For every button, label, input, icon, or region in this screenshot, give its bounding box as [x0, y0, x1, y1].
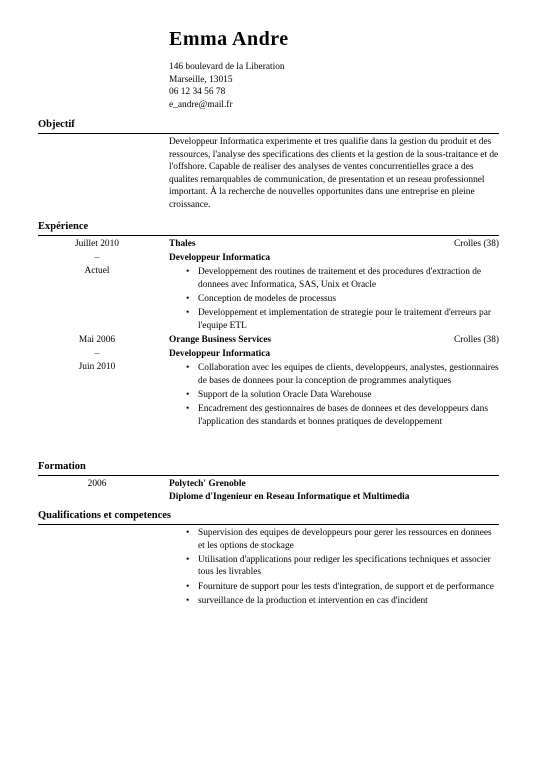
- job-end-date: Actuel: [84, 266, 110, 276]
- city-line: Marseille, 13015: [169, 74, 233, 85]
- date-separator: –: [94, 253, 100, 263]
- job-bullet-list: [169, 266, 499, 334]
- job-end-date: Juin 2010: [78, 362, 116, 372]
- section-title-education: Formation: [38, 461, 86, 472]
- education-year: 2006: [87, 479, 107, 489]
- section-title-skills: Qualifications et competences: [38, 510, 171, 521]
- job-role: Developpeur Informatica: [169, 253, 271, 263]
- section-title-objective: Objectif: [38, 119, 75, 130]
- job-role: Developpeur Informatica: [169, 349, 271, 359]
- section-divider: [38, 235, 499, 236]
- job-location: Crolles (38): [453, 239, 499, 249]
- bullet-icon: •: [186, 581, 190, 592]
- list-item: • Fourniture de support pour les tests d'integration, de support et de performance: [186, 581, 494, 592]
- section-divider: [38, 475, 499, 476]
- list-item: • Support de la solution Oracle Data Warehouse: [186, 389, 372, 400]
- address-line: 146 boulevard de la Liberation: [169, 62, 285, 72]
- list-item: • surveillance de la production et intervention en cas d'incident: [186, 595, 428, 606]
- job-bullet-list: [169, 362, 499, 430]
- bullet-icon: •: [186, 403, 190, 414]
- list-item: • Conception de modeles de processus: [186, 293, 336, 304]
- bullet-icon: •: [186, 363, 190, 373]
- list-item: • Developpement et implementation de strategie pour le traitement d'erreurs par l'equipe ETL: [186, 307, 491, 331]
- date-separator: –: [94, 349, 100, 359]
- bullet-icon: •: [186, 528, 190, 538]
- candidate-name: Emma Andre: [169, 28, 289, 50]
- job-employer: Thales: [169, 239, 196, 249]
- education-school: Polytech' Grenoble: [169, 479, 246, 489]
- job-start-date: Juillet 2010: [74, 239, 119, 249]
- section-divider: [38, 524, 499, 525]
- list-item: • Utilisation d'applications pour rediger les specifications techniques et associer tous les livrables: [186, 554, 491, 578]
- list-item: • Developpement des routines de traitement et des procedures d'extraction de donnees avec Informatica, SAS, Unix et Oracle: [186, 267, 482, 290]
- bullet-icon: •: [186, 595, 190, 606]
- list-item: • Encadrement des gestionnaires de bases de donnees et des developpeurs dans l'application des standards et bonnes pratiques de developpement: [186, 403, 489, 427]
- bullet-icon: •: [186, 293, 190, 304]
- email-line: e_andre@mail.fr: [169, 99, 233, 110]
- bullet-icon: •: [186, 267, 190, 277]
- objective-text: Developpeur Informatica experimente et tres qualifie dans la gestion du produit et des ressources, l'analyse des specifications des clients et la gestion de la sous-traitance et de l'offshore. Capable de realiser des analyses de ventes concurrentielles grace a des qualites remarquables de communication, de presentation et un reseau professionnel important. À la recherche de nouvelles opportunites dans une entreprise en pleine croissance.: [169, 137, 499, 210]
- job-location: Crolles (38): [453, 335, 499, 345]
- list-item: • Supervision des equipes de developpeurs pour gerer les ressources en donnees et les options de stockage: [186, 528, 492, 551]
- education-degree: Diplome d'Ingenieur en Reseau Informatique et Multimedia: [169, 492, 410, 502]
- contact-block: [169, 61, 285, 111]
- section-divider: [38, 133, 499, 134]
- phone-line: 06 12 34 56 78: [169, 87, 226, 98]
- bullet-icon: •: [186, 554, 190, 565]
- job-employer: Orange Business Services: [169, 335, 272, 345]
- list-item: • Collaboration avec les equipes de clients, developpeurs, analystes, gestionnaires de bases de donnees pour la conception de programmes analytiques: [186, 363, 499, 386]
- job-start-date: Mai 2006: [78, 335, 116, 345]
- skills-bullet-list: [169, 527, 499, 609]
- bullet-icon: •: [186, 389, 190, 400]
- bullet-icon: •: [186, 307, 190, 318]
- section-title-experience: Expérience: [38, 221, 89, 232]
